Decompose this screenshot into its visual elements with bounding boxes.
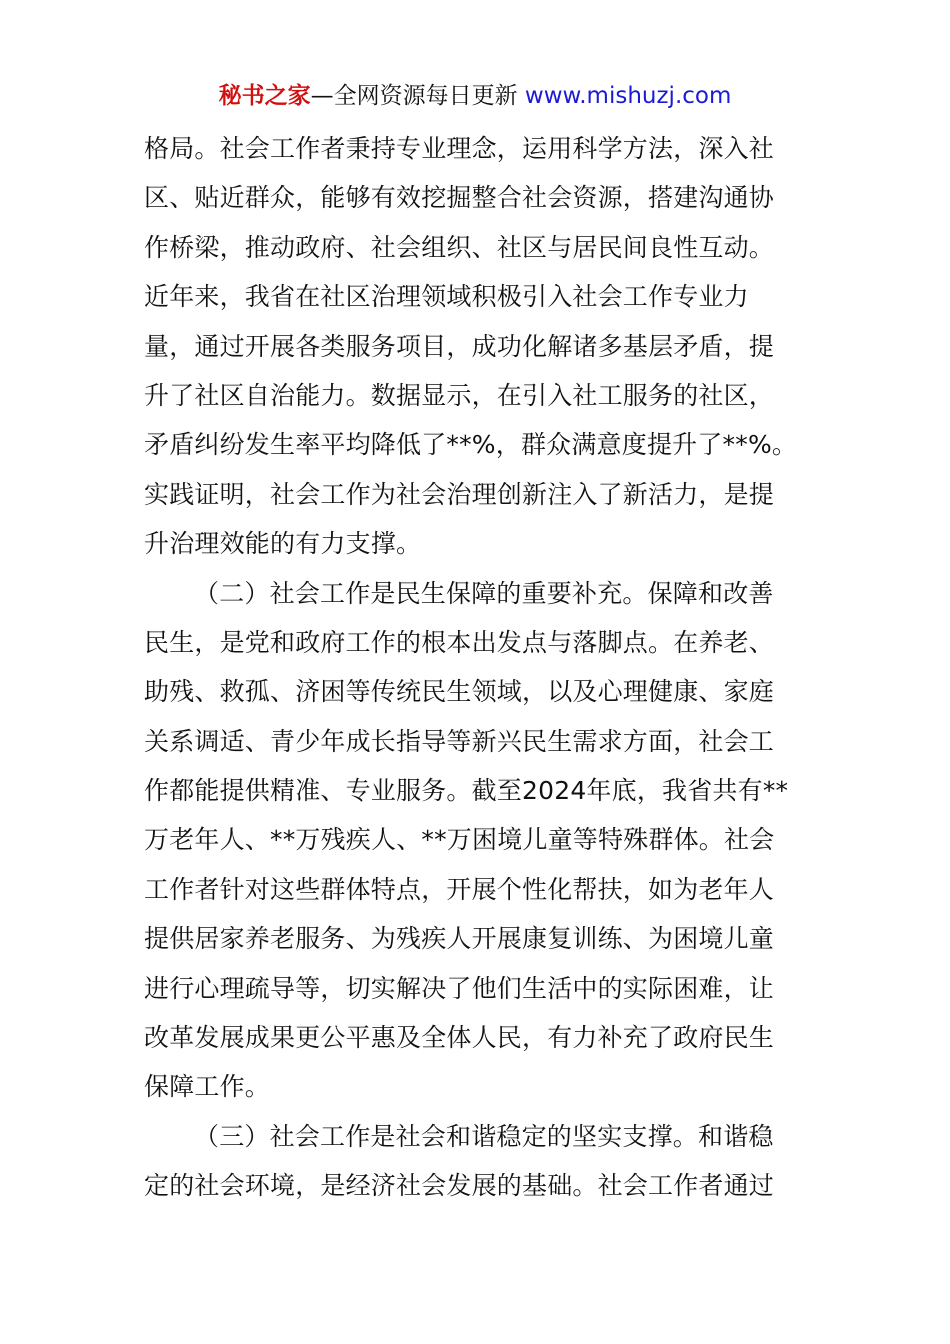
section-heading-line: （三）社会工作是社会和谐稳定的坚实支撑。和谐稳 bbox=[194, 1121, 774, 1151]
text-line: 作桥梁，推动政府、社会组织、社区与居民间良性互动。 bbox=[144, 232, 775, 262]
site-header bbox=[0, 80, 950, 112]
text-line: 定的社会环境，是经济社会发展的基础。社会工作者通过 bbox=[144, 1171, 775, 1201]
section-heading-line: （二）社会工作是民生保障的重要补充。保障和改善 bbox=[194, 578, 774, 608]
text-line: 关系调适、青少年成长指导等新兴民生需求方面，社会工 bbox=[144, 726, 775, 756]
text-line: 区、贴近群众，能够有效挖掘整合社会资源，搭建沟通协 bbox=[144, 183, 775, 213]
text-line: 助残、救孤、济困等传统民生领域，以及心理健康、家庭 bbox=[144, 677, 775, 707]
text-line: 近年来，我省在社区治理领域积极引入社会工作专业力 bbox=[144, 282, 749, 312]
text-line: 工作者针对这些群体特点，开展个性化帮扶，如为老年人 bbox=[144, 874, 775, 904]
text-line: 矛盾纠纷发生率平均降低了**%，群众满意度提升了**%。 bbox=[144, 430, 798, 460]
text-line: 升治理效能的有力支撑。 bbox=[144, 529, 422, 559]
text-line: 作都能提供精准、专业服务。截至2024年底，我省共有** bbox=[144, 776, 789, 806]
text-line: 实践证明，社会工作为社会治理创新注入了新活力，是提 bbox=[144, 479, 775, 509]
text-line: 改革发展成果更公平惠及全体人民，有力补充了政府民生 bbox=[144, 1023, 775, 1053]
site-brand: 秘书之家 bbox=[218, 83, 311, 109]
text-line: 进行心理疏导等，切实解决了他们生活中的实际困难，让 bbox=[144, 973, 775, 1003]
text-line: 提供居家养老服务、为残疾人开展康复训练、为困境儿童 bbox=[144, 924, 775, 954]
site-url-link[interactable]: www.mishuzj.com bbox=[524, 83, 732, 109]
text-line: 升了社区自治能力。数据显示，在引入社工服务的社区， bbox=[144, 380, 775, 410]
text-line: 万老年人、**万残疾人、**万困境儿童等特殊群体。社会 bbox=[144, 825, 775, 855]
site-tagline: —全网资源每日更新 bbox=[310, 83, 525, 109]
text-line: 量，通过开展各类服务项目，成功化解诸多基层矛盾，提 bbox=[144, 331, 775, 361]
text-line: 保障工作。 bbox=[144, 1072, 271, 1102]
text-line: 民生，是党和政府工作的根本出发点与落脚点。在养老、 bbox=[144, 627, 775, 657]
document-body bbox=[144, 124, 810, 1211]
text-line: 格局。社会工作者秉持专业理念，运用科学方法，深入社 bbox=[144, 134, 775, 163]
